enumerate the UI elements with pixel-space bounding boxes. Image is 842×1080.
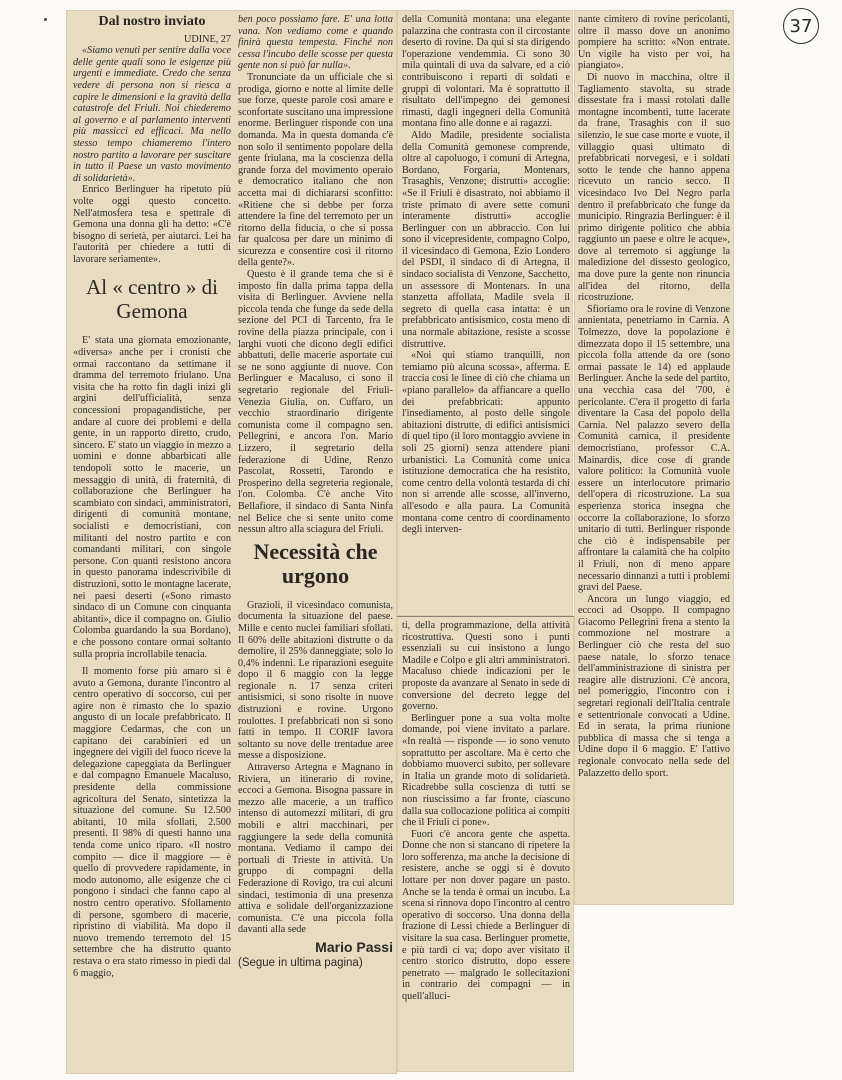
- column-5: [578, 14, 730, 902]
- paragraph: Enrico Berlinguer ha ripetuto più volte oggi questo concetto. Nell'atmosfera tesa e spettrale di Gemona una donna gli ha detto: «C'è bisogno di serietà, per aiutarci. Lei ha l'autorità per chiedere a tutti di lavorare seriamente».: [73, 184, 231, 265]
- paragraph: «Noi qui stiamo tranquilli, non temiamo più alcuna scossa», afferma. E traccia così le linee di ciò che chiama un «piano parallelo» da affiancare a quello dei prefabbricati: appunto l'insediamento, al posto delle singole abitazioni distrutte, di edifici antisismici di quel tipo (il loro montaggio avviene in soli 25 giorni) senza attendere piani urbanistici. La Comunità come unica istituzione democratica che ha resistito, come centro della volontà testarda di chi non si arrende alle scosse, all'inverno, all'esodo e alla paura. La Comunità montana come centro di coordinamento degli interven-: [402, 350, 570, 536]
- author-signature: Mario Passi: [315, 938, 393, 955]
- paragraph: Sfioriamo ora le rovine di Venzone annientata, penetriamo in Carnia. A Tolmezzo, dove la popolazione è dimezzata dopo il 15 settembre, una piccola folla attende da ore (sono ormai passate le 14) ed applaude Berlinguer. Anche la sede del partito, una vecchia casa del '700, è pericolante. C'era il progetto di farla diventare la Casa del popolo della Carnia. Nel palazzo severo della Comunità carnica, il presidente democristiano, professor C.A. Mainardis, dice cose di grande valore politico: la Comunità vuole essere un interlocutore primario dell'opera di ricostruzione. La sua esperienza storica insegna che occorre la collaborazione, lo sforzo unitario di tutti. Berlinguer risponde che ciò è indispensabile per affrontare la calamità che ha colpito il Friuli, non di meno appare necessario dinnanzi a tutti i problemi gravi del Paese.: [578, 303, 730, 594]
- paragraph: Berlinguer pone a sua volta molte domande, poi viene invitato a parlare. «In realtà — risponde — io sono venuto soprattutto per ascoltare. Ma è certo che dobbiamo muoverci subito, per sollevare in Italia un grande moto di solidarietà. Ricadrebbe sulla coscienza di tutti se non riuscissimo a far fronte, ciascuno dalla sua collocazione politica ai compiti che il Friuli ci pone».: [402, 712, 570, 829]
- paragraph: Ancora un lungo viaggio, ed eccoci ad Osoppo. Il compagno Giacomo Pellegrini frena a stento la commozione nel mostrare a Berlinguer ciò che resta del suo paese natale, lo sforzo tenace dell'amministrazione di sinistra per reagire alle distruzioni. C'è ancora, nel pomeriggio, l'incontro con i segretari regionali dell'Italia centrale e settentrionale convocati a Udine. Ed in serata, la prima riunione pubblica di massa che si tenga a Udine dopo il 6 maggio. E' l'attivo regionale convocato nella sede del Palazzetto dello sport.: [578, 593, 730, 779]
- dateline: UDINE, 27: [184, 33, 231, 45]
- column-divider: [397, 616, 574, 617]
- paragraph: Di nuovo in macchina, oltre il Tagliamento stavolta, su strade dissestate fra i massi rotolati dalle montagne incombenti, tutte lacerate da frane, Trasaghis con il suo silenzio, le sue case morte e vuote, il villaggio quasi ultimato di prefabbricati norvegesi, e i soldati sotto le tende che hanno appena ricevuto un rancio secco. Il vicesindaco Ivo Del Negro parla dentro il prefabbricato che funge da municipio. Ringrazia Berlinguer: è il primo dirigente politico che abbia raggiunto un paese e oltre le acque», dove al terremoto si aggiunge la maledizione del dissesto geologico, ma dove pure la gente non rinuncia all'idea del ritorno, della ricostruzione.: [578, 71, 730, 304]
- paragraph: Aldo Madile, presidente socialista della Comunità gemonese comprende, oltre al capoluogo, i comuni di Artegna, Bordano, Forgaria, Montenars, Trasaghis, Venzone; distrutti» accoglie: «Se il Friuli è disastrato, noi abbiamo il triste primato di avere sette comuni interamente distrutti» accoglie Berlinguer con un abbraccio. Con lui sono il vicepresidente, compagno Colpo, il vicesindaco di Gemona, Ezio Londero del PSDI, il sindaco di di Artegna, il sindaco socialista di Venzone, Sacchetto, un assessore di Montenars. In una stanzetta affollata, Madile svela il segreto di quella casa intatta: è un prefabbricato antisismico, costa meno di una normale abitazione, resiste a scosse distruttive.: [402, 129, 570, 350]
- paragraph: E' stata una giornata emozionante, «diversa» anche per i cronisti che ormai raccontano da settimane il dramma del terremoto friulano. Una visita che ha rotto fin dagli inizi gli argini dell'ufficialità, senza concessioni propagandistiche, per andare al cuore dei problemi e della gente, in un rapporto diretto, crudo, sincero. E' stato un viaggio in mezzo a uomini e donne abbarbicati alle tendopoli sotto le macerie, un messaggio di unità, di fraternità, di collaborazione che Berlinguer ha scambiato con sindaci, amministratori, dirigenti di comunità montane, socialisti e democristiani, con militanti del nostro partito e con comandanti militari, con singole persone. Con quanti resistono ancora in questo panorama indescrivibile di distruzioni, sotto le montagne lacerate, nei paesi deserti («Sono rimasto sindaco di un Comune con cinquanta abitanti», dice il compagno on. Giulio Colomba guardando la sua Bordano), e che possono contare ormai soltanto sulla propria incrollabile tenacia.: [73, 335, 231, 660]
- paragraph: Grazioli, il vicesindaco comunista, documenta la situazione del paese. Mille e cento nuclei familiari sfollati. Il 60% delle abitazioni distrutte o da demolire, il 25% danneggiate; solo lo 0,4% indenni. Le riparazioni eseguite dopo il 6 maggio con la legge regionale n. 17 senza criteri antisismici, si sono risolte in nuove distruzioni e rovine. Urgono roulottes. I prefabbricati non si sono fatti in tempo. Il CORIF lavora soltanto su nove delle trentadue aree messe a disposizione.: [238, 599, 393, 762]
- page-number: 37: [783, 8, 819, 44]
- paragraph: Tronunciate da un ufficiale che si prodiga, giorno e notte al limite delle sue forze, queste parole così amare e sconfortate suscitano una impressione enorme. Berlinguer risponde con una domanda. Ma in questa domanda c'è non solo il sentimento popolare della gente friulana, ma la coscienza della grande forza del movimento operaio e democratico italiano che non accetta mai di dichiararsi sconfitto: «Ritiene che si debbe per forza attendere la fine del terremoto per un ritorno della fiducia, o che si possa far qualcosa per dare un minimo di sicurezza e consentire così il ritorno della gente?».: [238, 71, 393, 269]
- column-2: [238, 14, 393, 1072]
- paragraph: Fuori c'è ancora gente che aspetta. Donne che non si stancano di ripetere la loro sofferenza, ma anche la decisione di resistere, anche se oggi si è dovuto lottare per non dover pagare un pasto. Anche se la tenda è ormai un incubo. La scena si rinnova dopo l'incontro al centro operativo di soccorso. Una donna della frazione di Lessi chiede a Berlinguer di visitare la sua casa. Berlinguer promette, e più tardi ci va; dopo aver visitato il centro storico distrutto, dopo essere penetrato — malgrado le sollecitazioni in contrario dei compagni — in quell'alluci-: [402, 828, 570, 1002]
- paragraph: ti, della programmazione, della attività ricostruttiva. Questi sono i punti essenziali su cui insistono a lungo Madile e Colpo e gli altri amministratori. Macaluso chiede indicazioni per le proposte da avanzare al Senato in sede di conversione del decreto legge del governo.: [402, 620, 570, 713]
- paragraph: Attraverso Artegna e Magnano in Riviera, un itinerario di rovine, eccoci a Gemona. Bisogna passare in mezzo alle macerie, a un traffico intenso di automezzi militari, di gru mobili e altri macchinari, per raggiungere la sede della comunità montana. Vediamo il campo dei portuali di Trieste in attività. Un gruppo di compagni della Federazione di Rovigo, tra cui alcuni sindaci, testimonia di una presenza attiva e solidale dell'organizzazione comunista. C'è una piccola folla davanti alla sede: [238, 762, 393, 936]
- kicker-heading: Dal nostro inviato: [98, 14, 206, 29]
- section-headline: Necessità che urgono: [253, 538, 378, 588]
- column-3: [402, 14, 570, 612]
- paragraph: della Comunità montana: una elegante palazzina che contrasta con il circostante deserto di rovine. Da qui si sta dirigendo l'operazione vendemmia. Ci sono 30 mila quintali di uva da salvare, ed a ciò contribuiscono i reparti di soldati e gruppi di volontari. Ma è soprattutto il risultato dell'impegno dei gemonesi rimasti, dagli ingegneri della Comunità montana fino alle donne e ai ragazzi.: [402, 14, 570, 130]
- paragraph: nante cimitero di rovine pericolanti, oltre il masso dove un anonimo pompiere ha scritto: «Non entrate. Un vigile ha visto per voi, ha piangiato».: [578, 14, 730, 72]
- column-1: [73, 14, 231, 1072]
- paragraph: ben poco possiamo fare. E' una lotta vana. Non vediamo come e quando finirà questa tempesta. Finché non cessa l'incubo delle scosse per questa gente non si può far nulla».: [238, 14, 393, 72]
- margin-dot: [44, 18, 47, 21]
- continuation-note: (Segue in ultima pagina): [238, 956, 363, 969]
- paragraph: «Siamo venuti per sentire dalla voce delle gente quali sono le esigenze più urgenti e immediate. Credo che senza vedere di persona non si riesca a capire le dimensioni e la gravità della catastrofe del Friuli. Noi chiederemo al governo e al parlamento interventi più massicci ed efficaci. Ma nello stesso tempo chiameremo l'intero nostro partito a lavorare per suscitare in tutto il Paese un vasto movimento di solidarietà».: [73, 45, 231, 184]
- paragraph: Questo è il grande tema che si è imposto fin dalla prima tappa della visita di Berlinguer. Avviene nella piccola tenda che funge da sede della sezione del PCI di Tarcento, fra le rovine della piazza principale, con i larghi vuoti che dicono degli edifici abbattuti, delle macerie asportate cui se ne sono aggiunte di nuove. Con Berlinguer e Macaluso, ci sono il segretario regionale del Friuli-Venezia Giulia, on. Cuffaro, un vecchio straordinario dirigente comunista come il compagno sen. Pellegrini, e ancora l'on. Mario Lizzero, il segretario della federazione di Udine, Renzo Pascolat, Rossetti, Tarondo e Prosperino della segreteria regionale, l'on. Colomba. C'è anche Vito Bellafiore, il sindaco di Santa Ninfa nel Belice che si sente unito come nessun altro alla sciagura del Friuli.: [238, 269, 393, 536]
- section-headline: Al « centro » di Gemona: [86, 275, 218, 324]
- column-4: [402, 620, 570, 1070]
- paragraph: Il momento forse più amaro si è avuto a Gemona, durante l'incontro al centro operativo di soccorso, cui per agire non è rimasto che lo spazio angusto di un locale prefabbricato. Il maggiore Cedarmas, che con un capitano dei carabinieri ed un ingegnere dei vigili del fuoco riceve la delegazione capeggiata da Berlinguer e dal compagno Emanuele Macaluso, presidente della commissione agricoltura del Senato, sintetizza la situazione del comune. Su 12.500 abitanti, 10 mila sfollati, 2.500 presenti. Il 98% di questi hanno una tenda come unico riparo. «Il nostro compito — dice il maggiore — è quello di provvedere rapidamente, in modo autonomo, alle esigenze che ci pongono i sindaci che fanno capo al nostro centro operativo. Sfollamento di persone, sgombero di macerie, ripristino di viabilità. Ma dopo il nuovo tremendo terremoto del 15 settembre che ha distrutto quanto restava o era stato rimesso in piedi dal 6 maggio,: [73, 666, 231, 979]
